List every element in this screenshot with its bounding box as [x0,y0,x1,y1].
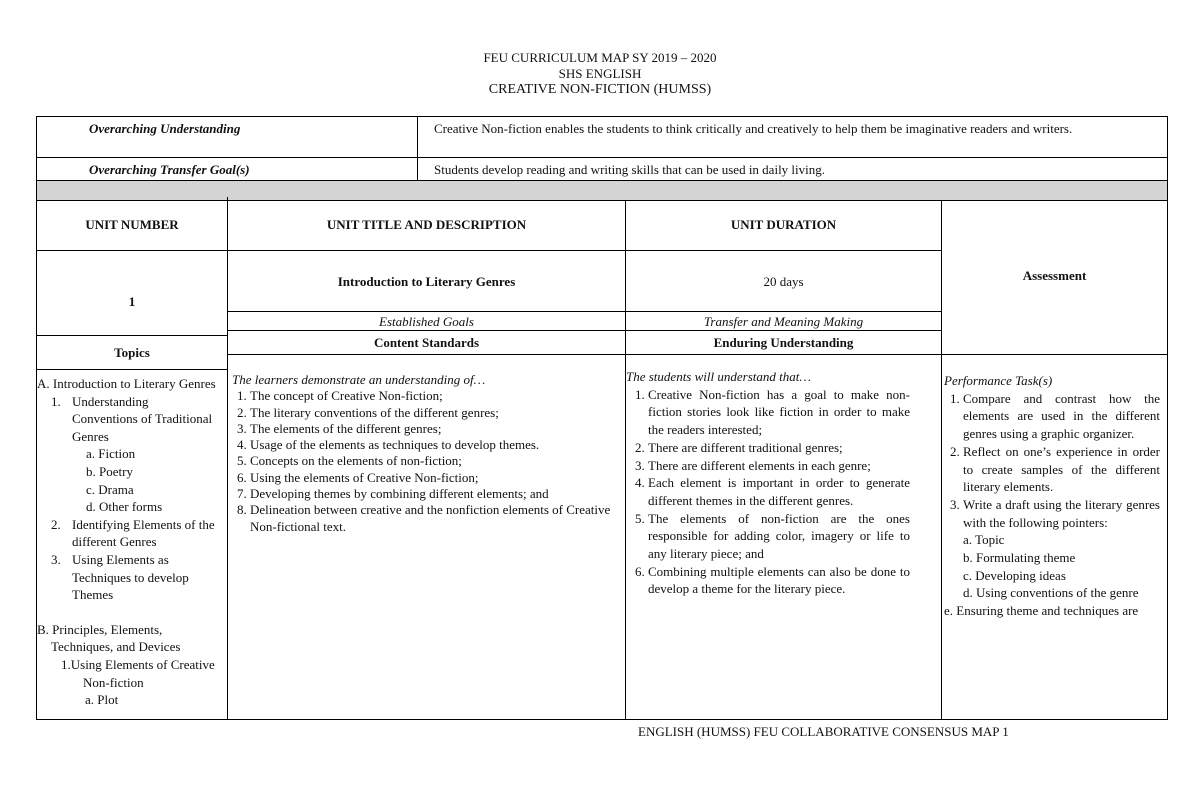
assessment-content [944,372,1160,620]
unit-number-header: UNIT NUMBER [85,217,179,232]
list-item: 2. The literary conventions of the different genres; [250,405,617,421]
list-item: 8. Delineation between creative and the nonfiction elements of Creative Non-fictional text. [250,502,617,535]
enduring-understanding-header-cell [625,330,942,355]
pointer-item: d. Using conventions of the genre [963,585,1139,601]
list-letter: c. [86,481,99,497]
topic-b-title: B. Principles, Elements, Techniques, and Devices [37,621,181,655]
enduring-intro: The students will understand that… [626,369,811,384]
topic-sub-item: Fiction [98,446,136,462]
list-item [51,551,217,604]
assessment-header: Assessment [1022,268,1087,283]
curriculum-map-table [36,116,1168,720]
page-footer: ENGLISH (HUMSS) FEU COLLABORATIVE CONSENSUS MAP 1 [638,724,1009,739]
topic-a-title: A. Introduction to Literary Genres [37,376,216,391]
content-standards-intro: The learners demonstrate an understanding of… [232,372,486,387]
pointer-item: a. Topic [963,532,1005,548]
pointer-item: b. Formulating theme [963,550,1076,566]
topic-a-sublist [72,445,217,515]
pointer-item: c. Developing ideas [963,567,1066,583]
shaded-separator-row [36,180,1168,198]
unit-number-cell [36,250,228,336]
list-number: 1. [51,393,61,409]
assessment-intro: Performance Task(s) [944,373,1053,388]
assessment-header-cell [941,200,1168,355]
list-item: 3. The elements of the different genres; [250,421,617,437]
assessment-list [944,390,1160,532]
list-letter: a. [86,446,99,462]
unit-duration-value: 20 days [763,274,804,289]
list-item [51,393,217,446]
content-standards-header: Content Standards [373,335,480,350]
header-line-2: SHS ENGLISH [558,66,642,81]
topic-b-sub: a. Plot [85,692,119,708]
list-item [86,445,217,463]
enduring-understanding-cell [625,354,942,720]
transfer-meaning-cell [625,311,942,331]
list-item [51,516,217,551]
list-item: 4. Each element is important in order to generate different themes in the different genres. [648,474,910,509]
enduring-understanding-header: Enduring Understanding [713,335,854,350]
topic-sub-item: Other forms [99,499,163,515]
list-item: 5. Concepts on the elements of non-fiction; [250,453,617,469]
overarching-understanding-text-cell [417,116,1168,158]
list-item: 2. There are different traditional genres; [648,439,910,457]
list-item: 5. The elements of non-fiction are the ones responsible for adding color, imagery or life to any literary piece; and [648,510,910,563]
list-item: 2. Reflect on one’s experience in order to create samples of the different literary elements. [963,443,1160,496]
content-standards-content [232,372,617,535]
unit-duration-header-cell [625,200,942,251]
list-item: 6. Using the elements of Creative Non-fiction; [250,470,617,486]
unit-title-value: Introduction to Literary Genres [337,274,516,289]
topic-a-item: Using Elements as Techniques to develop Themes [72,551,189,603]
transfer-meaning-label: Transfer and Meaning Making [703,314,864,329]
topic-a-list [37,393,217,604]
established-goals-label: Established Goals [379,314,474,329]
page-title: CREATIVE NON-FICTION (HUMSS) [488,82,712,97]
overarching-transfer-label: Overarching Transfer Goal(s) [89,162,250,177]
unit-title-header-cell [227,200,626,251]
assessment-cell [941,354,1168,720]
unit-number-header-cell [36,200,228,251]
content-standards-header-cell [227,330,626,355]
list-letter: d. [86,499,99,515]
list-number: 3. [51,551,61,567]
topic-a-item: Understanding Conventions of Traditional Genres [72,393,213,444]
spacer [37,604,217,621]
content-standards-cell [227,354,626,720]
list-item [86,498,217,516]
header-line-1: FEU CURRICULUM MAP SY 2019 – 2020 [483,50,717,65]
topics-cell [36,369,228,720]
overarching-understanding-text: Creative Non-fiction enables the students to think critically and creatively to help them be imaginative readers and writers. [434,121,1073,136]
topic-b-list [37,656,217,709]
list-item: 7. Developing themes by combining different elements; and [250,486,617,502]
unit-title-cell [227,250,626,312]
content-standards-list [232,388,617,535]
topics-content [37,375,217,709]
overarching-transfer-text: Students develop reading and writing skills that can be used in daily living. [434,162,826,177]
topics-header-cell [36,335,228,370]
enduring-list [626,386,910,598]
topic-sub-item: Drama [98,481,134,497]
list-item: 6. Combining multiple elements can also be done to develop a theme for the literary piece. [648,563,910,598]
assessment-pointers [944,531,1160,602]
unit-duration-header: UNIT DURATION [730,217,837,232]
unit-number-value: 1 [128,294,136,309]
list-item: 3. Write a draft using the literary genres with the following pointers: [963,496,1160,531]
list-item: 1. Compare and contrast how the elements are used in the different genres using a graphic organizer. [963,390,1160,443]
list-item: 1. Creative Non-fiction has a goal to make non-fiction stories look like fiction in order to make the readers interested; [648,386,910,439]
enduring-understanding-content [626,368,910,598]
list-item: 4. Usage of the elements as techniques to develop themes. [250,437,617,453]
topics-header: Topics [114,345,150,360]
overarching-transfer-label-cell [36,157,418,181]
overarching-transfer-text-cell [417,157,1168,181]
list-number: 2. [51,516,61,532]
topic-a-item: Identifying Elements of the different Genres [72,516,215,550]
pointer-item: e. Ensuring theme and techniques are [944,603,1139,619]
overarching-understanding-label: Overarching Understanding [89,121,241,136]
list-item [86,463,217,481]
overarching-understanding-label-cell [36,116,418,158]
established-goals-cell [227,311,626,331]
list-item [86,481,217,499]
list-item: 1. The concept of Creative Non-fiction; [250,388,617,404]
unit-title-header: UNIT TITLE AND DESCRIPTION [326,217,527,232]
list-letter: b. [86,463,99,479]
topic-b-item: 1.Using Elements of Creative Non-fiction [61,656,215,690]
unit-duration-cell [625,250,942,312]
list-item: 3. There are different elements in each genre; [648,457,910,475]
topic-sub-item: Poetry [99,463,133,479]
